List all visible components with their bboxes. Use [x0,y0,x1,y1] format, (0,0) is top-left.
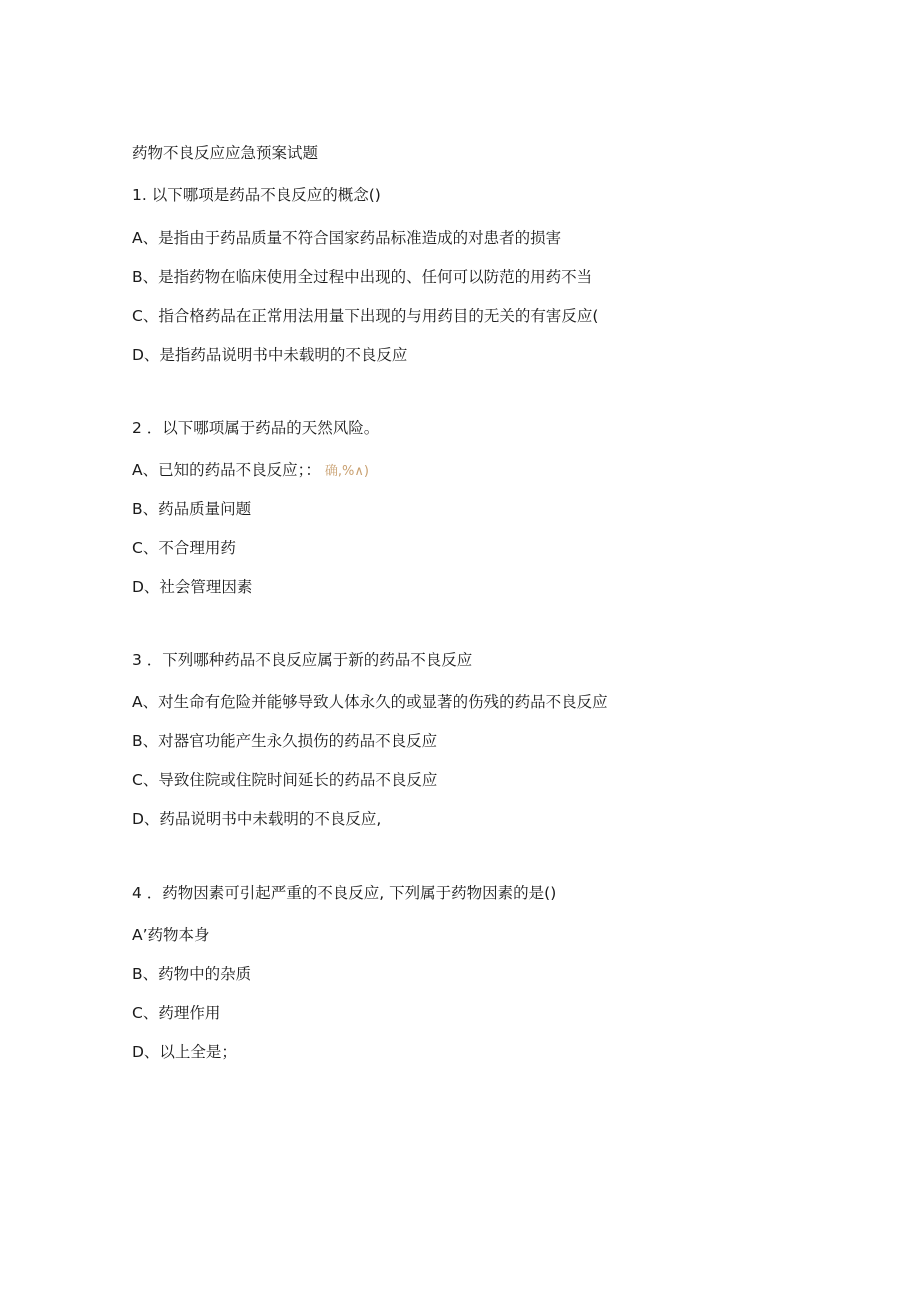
question-4-option-d: D、以上全是； [132,1043,237,1061]
question-4-option-c: C、药理作用 [132,1004,221,1022]
question-2-option-a-text: A、已知的药品不良反应；： [132,461,321,479]
document-title: 药物不良反应应急预案试题 [132,144,319,162]
question-2-option-c: C、不合理用药 [132,539,236,557]
question-1-option-a: A、是指由于药品质量不符合国家药品标准造成的对患者的损害 [132,229,562,247]
question-3-option-b: B、对器官功能产生永久损伤的药品不良反应 [132,732,438,750]
question-4-option-b: B、药物中的杂质 [132,965,252,983]
question-1-option-b: B、是指药物在临床使用全过程中出现的、任何可以防范的用药不当 [132,268,593,286]
question-1-option-c: C、指合格药品在正常用法用量下出现的与用药目的无关的有害反应( [132,307,599,325]
question-1-option-d: D、是指药品说明书中未载明的不良反应 [132,346,408,364]
question-3-stem: 3 ．下列哪种药品不良反应属于新的药品不良反应 [132,651,473,669]
question-3-option-d: D、药品说明书中未载明的不良反应, [132,810,382,828]
question-4-option-a: A’药物本身 [132,926,210,944]
question-3-option-c: C、导致住院或住院时间延长的药品不良反应 [132,771,438,789]
question-2-option-a [132,460,369,482]
question-2-option-b: B、药品质量问题 [132,500,252,518]
question-4-stem: 4 ．药物因素可引起严重的不良反应, 下列属于药物因素的是() [132,884,557,902]
question-3-option-a: A、对生命有危险并能够导致人体永久的或显著的伤残的药品不良反应 [132,693,608,711]
question-2-option-d: D、社会管理因素 [132,578,253,596]
question-2-stem: 2 ．以下哪项属于药品的天然风险。 [132,419,380,437]
question-1-stem: 1. 以下哪项是药品不良反应的概念() [132,186,381,204]
faint-stamp-mark: 确,%∧) [324,464,369,479]
